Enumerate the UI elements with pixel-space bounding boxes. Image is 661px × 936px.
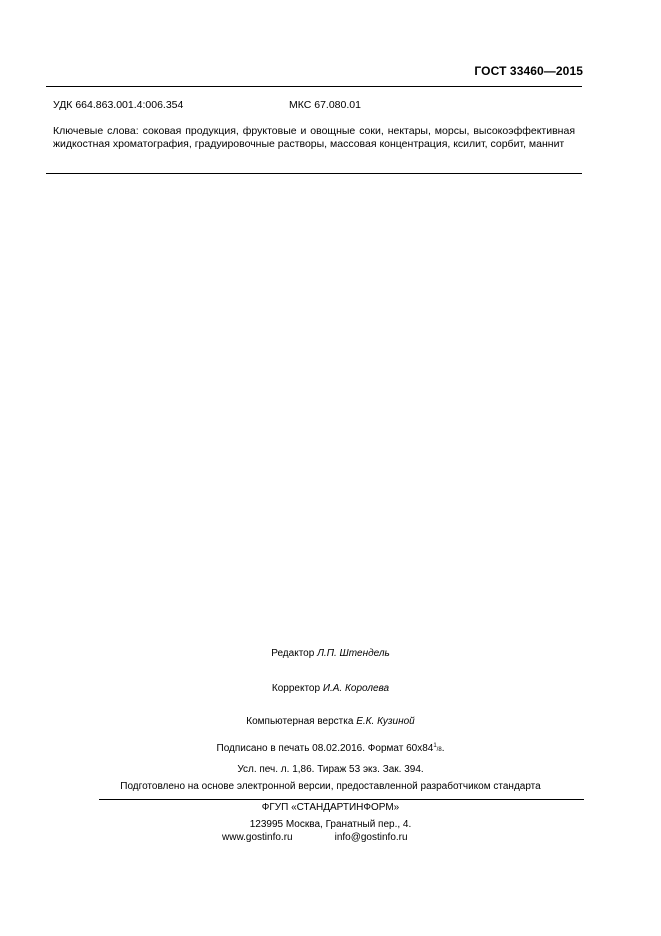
keywords-divider [46,173,582,174]
publisher-address: 123995 Москва, Гранатный пер., 4. [249,819,412,830]
editor-label: Редактор [271,648,315,659]
keywords-paragraph: Ключевые слова: соковая продукция, фруктовые и овощные соки, нектары, морсы, высокоэффективная жидкостная хроматография, градуировочные растворы, массовая концентрация, ксилит, сорбит, маннит [53,125,575,150]
layout-line [0,716,661,727]
document-number: ГОСТ 33460—2015 [474,64,583,78]
publisher-divider [99,799,584,800]
signed-text: Подписано в печать 08.02.2016. Формат 60х84 [216,743,434,754]
layout-name: Е.К. Кузиной [356,716,415,727]
contacts-line [222,832,422,843]
signed-line: Подписано в печать 08.02.2016. Формат $60х84^1/8$. [216,743,445,754]
email-link[interactable]: info@gostinfo.ru [334,832,408,843]
print-details: Усл. печ. л. 1,86. Тираж 53 экз. Зак. 394. [237,764,424,775]
corrector-label: Корректор [271,683,321,694]
layout-label: Компьютерная верстка [246,716,354,727]
prepared-note: Подготовлено на основе электронной версии, предоставленной разработчиком стандарта [120,781,541,792]
corrector-name: И.А. Королева [322,683,390,694]
udk-code: УДК 664.863.001.4:006.354 [53,99,184,111]
publisher-name: ФГУП «СТАНДАРТИНФОРМ» [261,802,400,813]
format-sup: 1 [433,743,437,749]
editor-line [0,648,661,659]
editor-name: Л.П. Штендель [317,648,390,659]
corrector-line [0,683,661,694]
top-divider [46,86,582,87]
website-link[interactable]: www.gostinfo.ru [222,832,293,843]
mks-code: МКС 67.080.01 [289,99,361,111]
format-denominator: /8 [436,747,442,753]
